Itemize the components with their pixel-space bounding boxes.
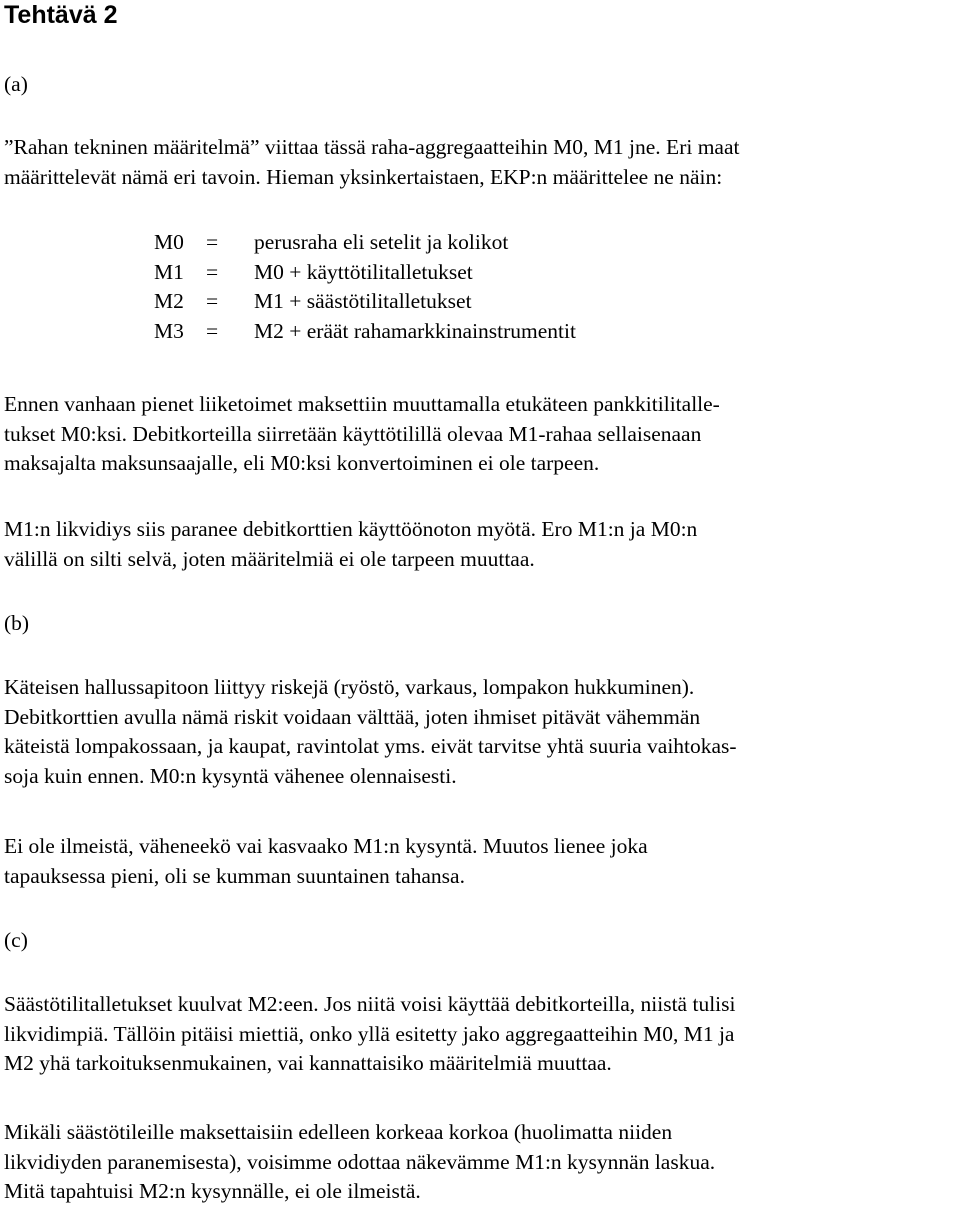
part-b-label: (b)	[4, 611, 30, 635]
paragraph-c1: Säästötilitalletukset kuulvat M2:een. Jos niitä voisi käyttää debitkorteilla, niistä tulisi likvidimpiä. Tällöin pitäisi miettiä, onko yllä esitetty jako aggregaatteihin M0, M1 ja M2 yhä tarkoituksenmukainen, vai kannattaisiko määritelmiä muuttaa.	[4, 992, 736, 1075]
paragraph-c2: Mikäli säästötileille maksettaisiin edelleen korkeaa korkoa (huolimatta niiden likvidiyden paranemisesta), voisimme odottaa näkevämme M1:n kysynnän laskua. Mitä tapahtuisi M2:n kysynnälle, ei ole ilmeistä.	[4, 1120, 716, 1203]
definition-row: M2 = M1 + säästötilitalletukset	[154, 289, 472, 313]
paragraph-a1: Ennen vanhaan pienet liiketoimet maksettiin muuttamalla etukäteen pankkitilitalle- tukset M0:ksi. Debitkorteilla siirretään käyttötilillä olevaa M1-rahaa sellaisenaan maksajalta maksunsaajalle, eli M0:ksi konvertoiminen ei ole tarpeen.	[4, 392, 720, 475]
part-c-label: (c)	[4, 928, 28, 952]
text-line: määrittelevät nämä eri tavoin. Hieman yksinkertaistaen, EKP:n määrittelee ne näin:	[4, 164, 723, 189]
definition-row: M0 = perusraha eli setelit ja kolikot	[154, 230, 509, 254]
paragraph-b2: Ei ole ilmeistä, väheneekö vai kasvaako M1:n kysyntä. Muutos lienee joka tapauksessa pieni, oli se kumman suuntainen tahansa.	[4, 834, 648, 888]
part-a-label: (a)	[4, 72, 28, 96]
text-line: ”Rahan tekninen määritelmä” viittaa tässä raha-aggregaatteihin M0, M1 jne. Eri maat	[4, 135, 740, 159]
definition-row: M3 = M2 + eräät rahamarkkinainstrumentit	[154, 318, 576, 343]
definitions-list	[154, 228, 576, 346]
paragraph-a2: M1:n likvidiys siis paranee debitkorttien käyttöönoton myötä. Ero M1:n ja M0:n välillä on silti selvä, joten määritelmiä ei ole tarpeen muuttaa.	[4, 517, 698, 571]
page-title: Tehtävä 2	[4, 1, 118, 29]
definition-row: M1 = M0 + käyttötilitalletukset	[154, 259, 473, 284]
paragraph-b1: Käteisen hallussapitoon liittyy riskejä (ryöstö, varkaus, lompakon hukkuminen). Debitkorttien avulla nämä riskit voidaan välttää, joten ihmiset pitävät vähemmän käteistä lompakossaan, ja kaupat, ravintolat yms. eivät tarvitse yhtä suuria vaihtokas- soja kuin ennen. M0:n kysyntä vähenee olennaisesti.	[4, 675, 737, 788]
intro-paragraph	[4, 133, 954, 192]
